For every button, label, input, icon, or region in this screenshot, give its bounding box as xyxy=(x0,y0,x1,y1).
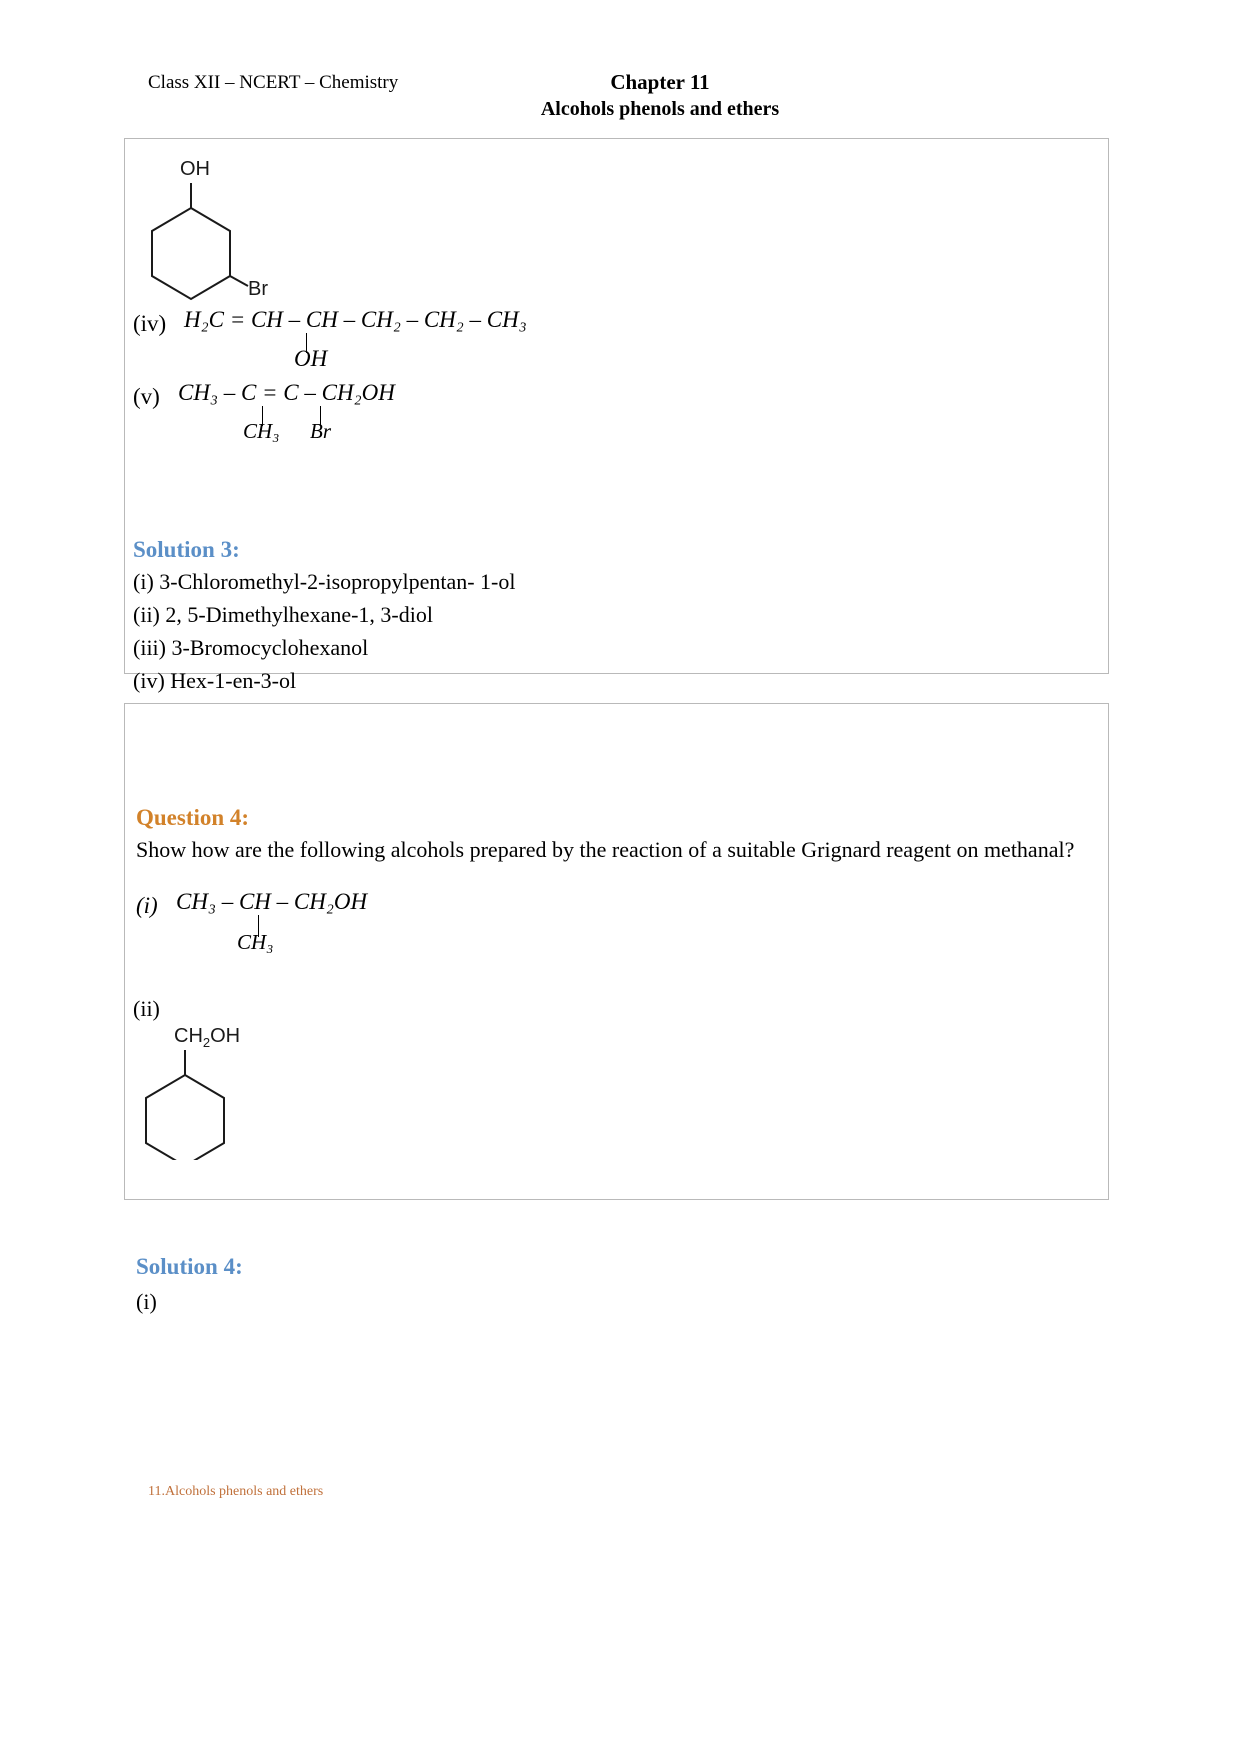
chapter-label: Chapter 11 xyxy=(610,70,710,94)
structure-cyclohexylmethanol xyxy=(140,1020,380,1160)
ch2oh-label: $CH_2OH$ xyxy=(174,1025,241,1050)
solution-3-answer-3: (iv) Hex-1-en-3-ol xyxy=(133,668,297,693)
br-label: Br xyxy=(248,278,268,300)
header-center xyxy=(470,68,850,123)
item-iv-substituent: OH xyxy=(294,346,328,371)
item-v-sub-left: CH₃ xyxy=(243,419,280,443)
solution-3-answer-0: (i) 3-Chloromethyl-2-isopropylpentan- 1-ol xyxy=(133,569,516,594)
header-left-text: Class XII – NCERT – Chemistry xyxy=(148,72,399,93)
item-iv-roman: (iv) xyxy=(133,311,167,336)
item-v-sub-right: Br xyxy=(310,419,331,443)
question-4-item-i-substituent: CH₃ xyxy=(237,930,274,954)
item-v-roman: (v) xyxy=(133,384,160,409)
solution-3-heading: Solution 3: xyxy=(133,537,240,562)
solution-4-heading: Solution 4: xyxy=(136,1254,243,1279)
item-iv-formula: H₂C = CH – CH – CH₂ – CH₂ – CH₃ xyxy=(184,307,527,332)
question-4-item-i-roman: (i) xyxy=(136,893,158,918)
page-footer: 11.Alcohols phenols and ethers xyxy=(148,1484,324,1499)
solution-4-item: (i) xyxy=(136,1289,157,1314)
question-4-text: Show how are the following alcohols prepared by the reaction of a suitable Grignard reagent on methanal? xyxy=(136,837,1075,862)
item-v-formula: CH₃ – C = C – CH₂OH xyxy=(178,380,395,405)
solution-3-answer-2: (iii) 3-Bromocyclohexanol xyxy=(133,635,369,660)
chapter-title: Alcohols phenols and ethers xyxy=(540,98,780,121)
solution-3-answer-1: (ii) 2, 5-Dimethylhexane-1, 3-diol xyxy=(133,602,433,627)
question-4-item-i-formula: CH₃ – CH – CH₂OH xyxy=(176,889,368,914)
structure-3-bromocyclohexanol xyxy=(140,155,380,310)
question-4-heading: Question 4: xyxy=(136,805,250,830)
question-4-item-ii-roman: (ii) xyxy=(133,996,160,1021)
oh-label: OH xyxy=(180,158,210,180)
